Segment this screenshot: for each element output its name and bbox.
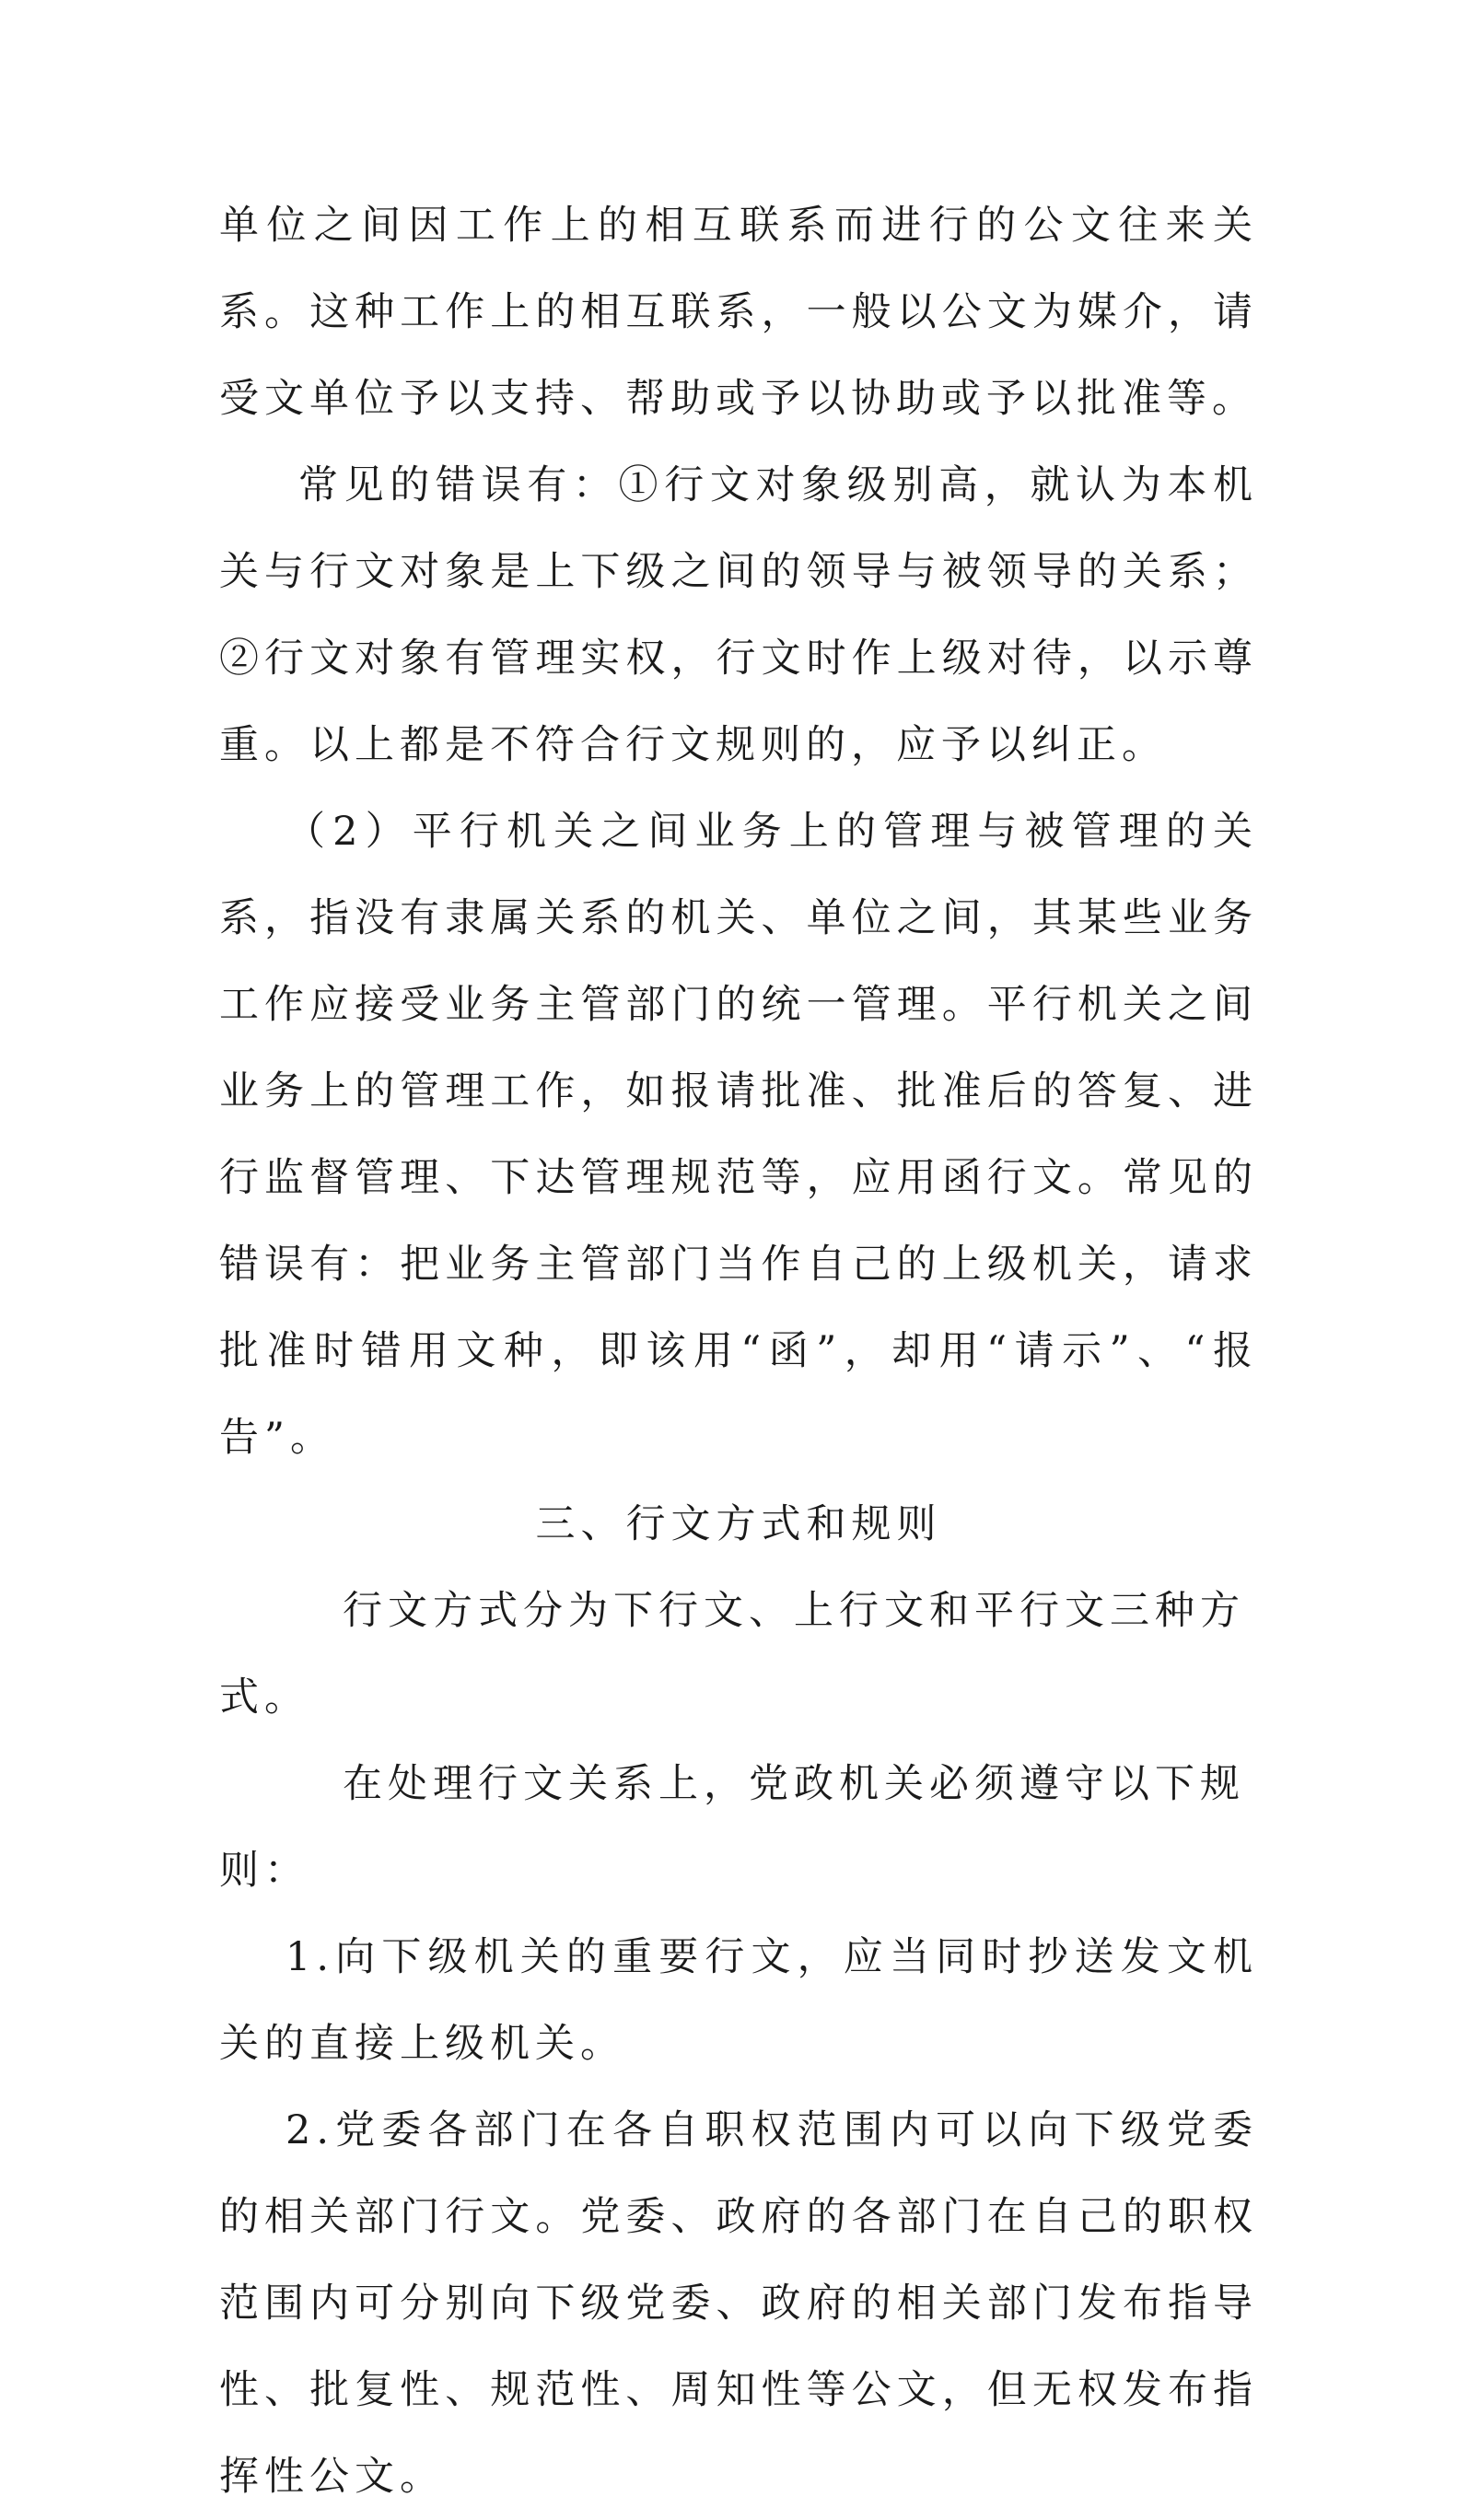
section-heading: 三、行文方式和规则 <box>535 1501 942 1547</box>
paragraph-methods: 行文方式分为下行文、上行文和平行文三种方式。 <box>219 1588 1245 1721</box>
paragraph-rules-intro: 在处理行文关系上，党政机关必须遵守以下规则： <box>219 1761 1245 1894</box>
paragraph-common-errors: 常见的错误有：①行文对象级别高，就认为本机关与行文对象是上下级之间的领导与被领导的关系；②行文对象有管理实权，行文时作上级对待，以示尊重。以上都是不符合行文规则的，应予以纠正。 <box>219 462 1258 768</box>
paragraph-continuation: 单位之间因工作上的相互联系而进行的公文往来关系。这种工作上的相互联系，一般以公文为媒介，请受文单位予以支持、帮助或予以协助或予以批准等。 <box>219 203 1258 422</box>
rule-item-2: 2.党委各部门在各自职权范围内可以向下级党委的相关部门行文。党委、政府的各部门在自己的职权范围内可分别向下级党委、政府的相关部门发布指导性、批复性、规范性、周知性等公文，但无权发布指挥性公文。 <box>219 2107 1258 2500</box>
rule-item-1: 1.向下级机关的重要行文，应当同时抄送发文机关的直接上级机关。 <box>219 1934 1258 2067</box>
document-body <box>219 182 1258 2520</box>
paragraph-parallel-agencies: （2）平行机关之间业务上的管理与被管理的关系，指没有隶属关系的机关、单位之间，其某些业务工作应接受业务主管部门的统一管理。平行机关之间业务上的管理工作，如报请批准、批准后的答复、进行监督管理、下达管理规范等，应用函行文。常见的错误有：把业务主管部门当作自己的上级机关，请求批准时错用文种，即该用“函”，却用“请示”、“报告”。 <box>219 809 1258 1461</box>
